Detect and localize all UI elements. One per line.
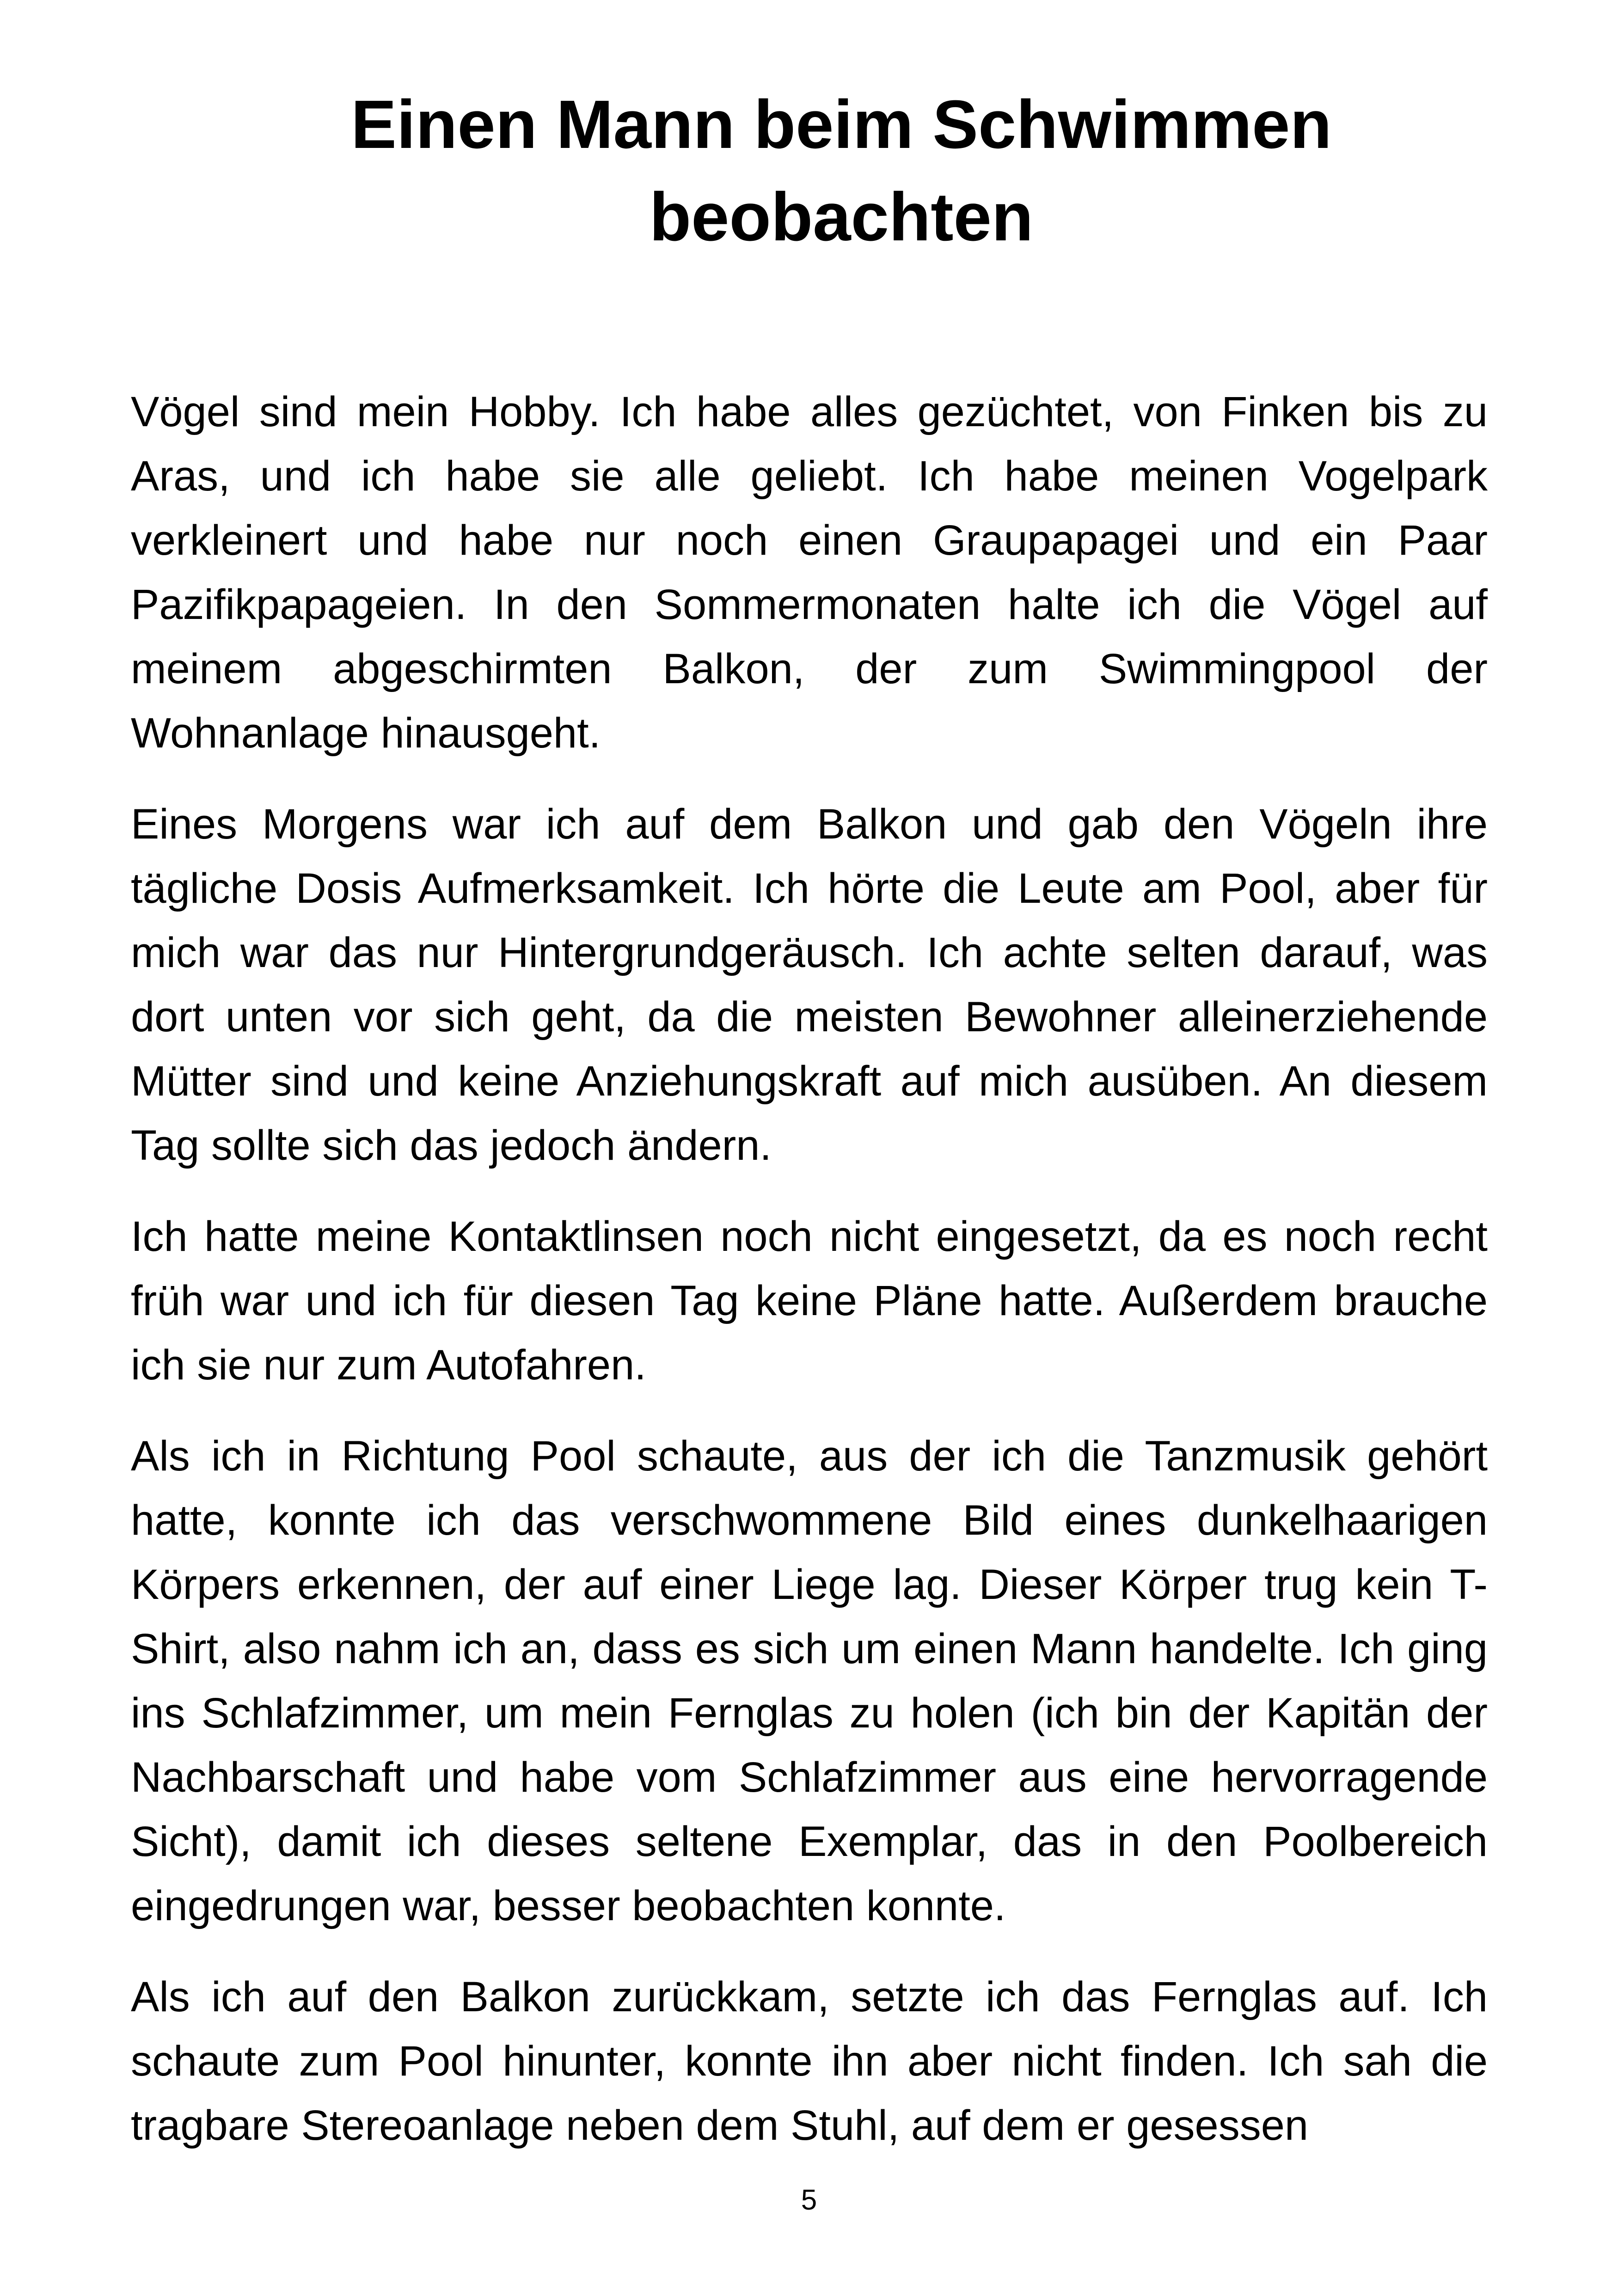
paragraph-5: Als ich auf den Balkon zurückkam, setzte ich das Fernglas auf. Ich schaute zum Pool hinunter, konnte ihn aber nicht finden. Ich sah die tragbare Stereoanlage neben dem Stuhl, auf dem er gesessen	[131, 1973, 1488, 2149]
paragraph-4: Als ich in Richtung Pool schaute, aus der ich die Tanzmusik gehört hatte, konnte ich das verschwommene Bild eines dunkelhaarigen Körpers erkennen, der auf einer Liege lag. Dieser Körper trug kein T-Shirt, also nahm ich an, dass es sich um einen Mann handelte. Ich ging ins Schlafzimmer, um mein Fernglas zu holen (ich bin der Kapitän der Nachbarschaft und habe vom Schlafzimmer aus eine hervorragende Sicht), damit ich dieses seltene Exemplar, das in den Poolbereich eingedrungen war, besser beobachten konnte.	[131, 1433, 1488, 1929]
paragraph-3: Ich hatte meine Kontaktlinsen noch nicht eingesetzt, da es noch recht früh war und ich für diesen Tag keine Pläne hatte. Außerdem brauche ich sie nur zum Autofahren.	[131, 1213, 1488, 1389]
paragraph-2: Eines Morgens war ich auf dem Balkon und gab den Vögeln ihre tägliche Dosis Aufmerksamkeit. Ich hörte die Leute am Pool, aber für mich war das nur Hintergrundgeräusch. Ich achte selten darauf, was dort unten vor sich geht, da die meisten Bewohner alleinerziehende Mütter sind und keine Anziehungskraft auf mich ausüben. An diesem Tag sollte sich das jedoch ändern.	[131, 801, 1488, 1169]
page-number: 5	[801, 2184, 817, 2216]
paragraph-1: Vögel sind mein Hobby. Ich habe alles gezüchtet, von Finken bis zu Aras, und ich habe sie alle geliebt. Ich habe meinen Vogelpark verkleinert und habe nur noch einen Graupapagei und ein Paar Pazifikpapageien. In den Sommermonaten halte ich die Vögel auf meinem abgeschirmten Balkon, der zum Swimmingpool der Wohnanlage hinausgeht.	[131, 388, 1488, 757]
page-title: Einen Mann beim Schwimmen beobachten	[351, 86, 1332, 255]
body-text	[131, 380, 1488, 2185]
